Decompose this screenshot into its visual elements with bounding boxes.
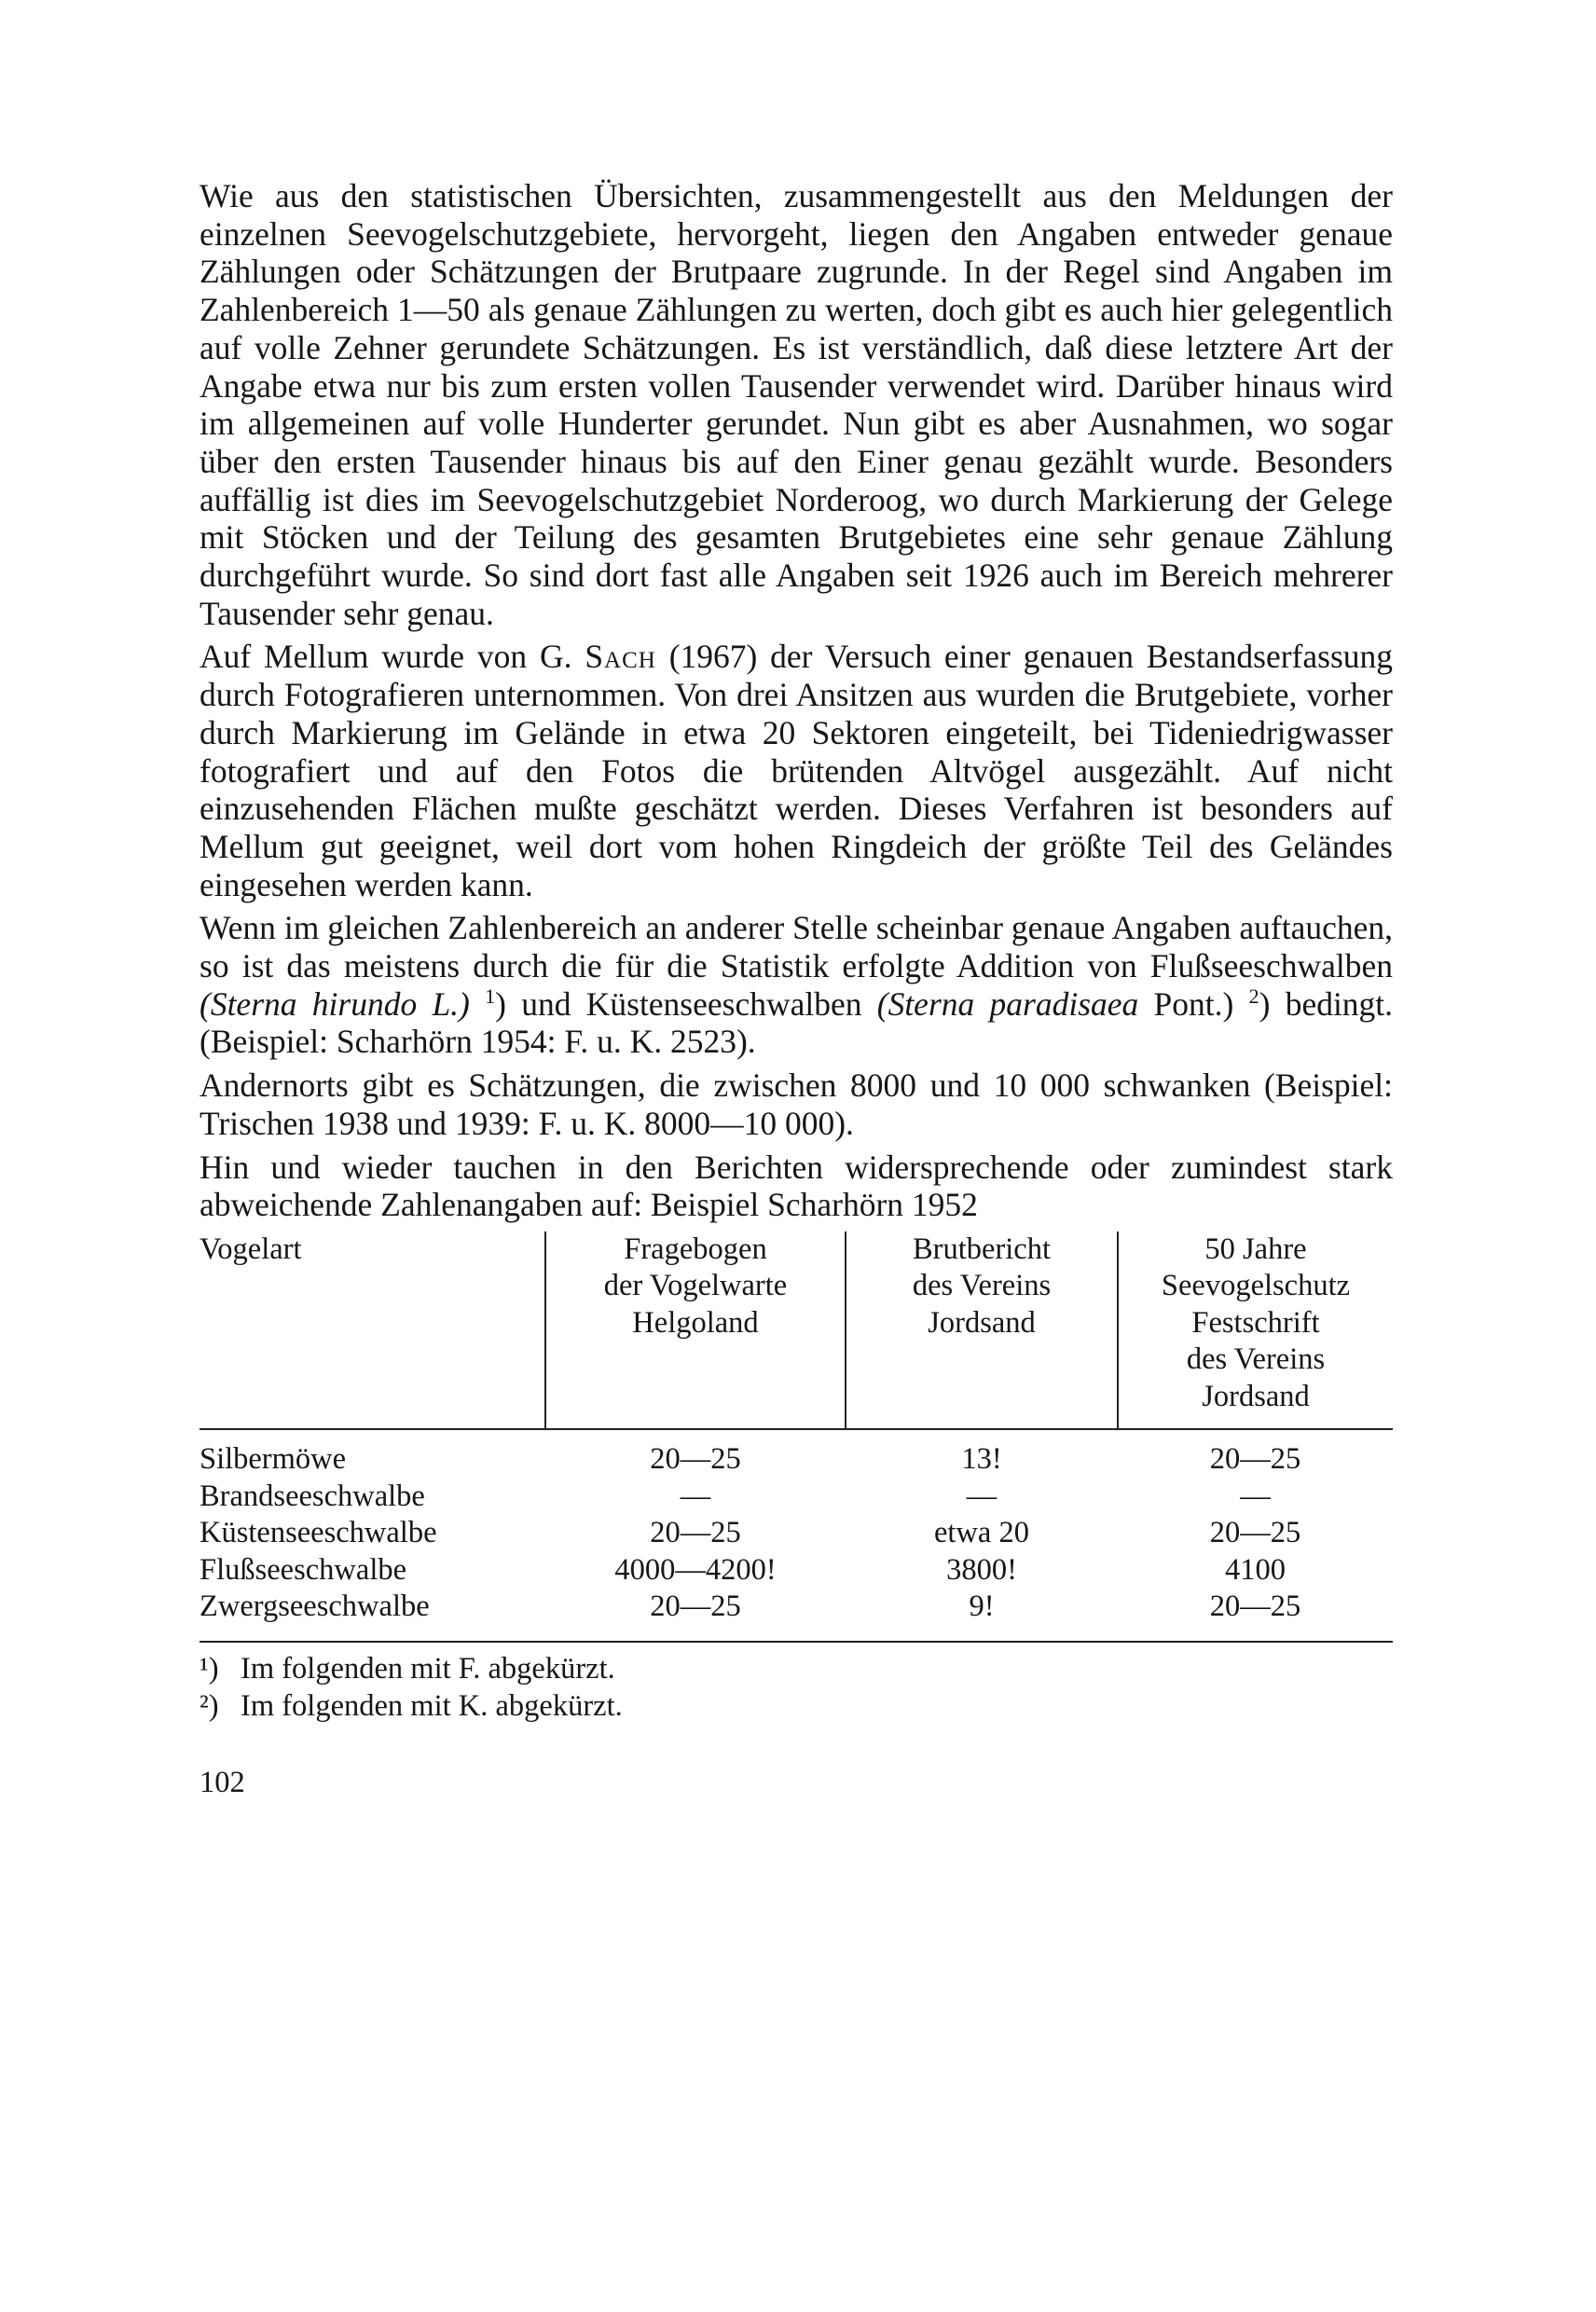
footnote-text: Im folgenden mit F. abgekürzt. [241, 1651, 615, 1686]
header-line: der Vogelwarte [603, 1269, 788, 1303]
footnote-1 [200, 1650, 1393, 1687]
author-name-sach: Sach [585, 638, 656, 676]
species-sterna-hirundo: (Sterna hirundo L.) [200, 984, 470, 1023]
footnote-text: Im folgenden mit K. abgekürzt. [241, 1688, 623, 1723]
table-row [200, 1429, 1393, 1479]
table-row [200, 1479, 1393, 1516]
fragebogen-value: 20—25 [650, 1442, 741, 1477]
footnote-ref-2: 2 [1248, 984, 1259, 1008]
brutbericht-value: etwa 20 [934, 1516, 1029, 1550]
document-page [200, 177, 1393, 1802]
paragraph-2-rest: (1967) der Versuch einer genauen Bestandserfassung durch Fotografieren unternommen. Von drei Ansitzen aus wurden die Brutgebiete, vorher durch Markierung im Gelände in etwa 20 Sektoren eingeteilt, bei Tideniedrigwasser fotografiert und auf den Fotos die brütenden Altvögel ausgezählt. Auf nicht einzusehenden Flächen mußte geschätzt werden. Dieses Verfahren ist besonders auf Mellum gut geeignet, weil dort vom hohen Ringdeich der größte Teil des Geländes eingesehen werden kann. [200, 638, 1394, 903]
species-sterna-paradisaea: (Sterna paradisaea [876, 984, 1139, 1023]
table-row [200, 1552, 1393, 1590]
table-row [200, 1515, 1393, 1552]
species-author: Pont.) [1153, 984, 1234, 1023]
header-line: des Vereins [1186, 1342, 1326, 1377]
paragraph-2 [200, 638, 1393, 903]
species-name: Flußseeschwalbe [200, 1552, 407, 1587]
comparison-table-wrapper [200, 1232, 1393, 1643]
header-line: 50 Jahre [1204, 1232, 1307, 1266]
header-brutbericht [846, 1232, 1118, 1430]
page-number: 102 [200, 1765, 245, 1799]
brutbericht-value: 13! [961, 1442, 1002, 1477]
header-line: Jordsand [1202, 1379, 1310, 1413]
comparison-table [200, 1232, 1393, 1643]
paragraph-3-mid: und Küstenseeschwalben [521, 984, 862, 1023]
fragebogen-value: 20—25 [650, 1516, 741, 1550]
species-name: Zwergseeschwalbe [200, 1590, 430, 1624]
species-name: Silbermöwe [200, 1442, 347, 1477]
footnote-mark: ¹) [200, 1651, 219, 1686]
paragraph-2-start: Auf Mellum wurde von G. [200, 638, 572, 676]
table-header-row [200, 1232, 1393, 1430]
header-fragebogen [545, 1232, 846, 1430]
footnotes [200, 1650, 1393, 1725]
festschrift-value: — [1240, 1479, 1271, 1513]
footnote-2 [200, 1687, 1393, 1725]
festschrift-value: 20—25 [1209, 1590, 1301, 1624]
header-line: Fragebogen [624, 1232, 767, 1266]
festschrift-value: 4100 [1225, 1552, 1286, 1587]
header-vogelart: Vogelart [200, 1232, 302, 1266]
brutbericht-value: 9! [969, 1590, 995, 1624]
header-festschrift [1118, 1232, 1393, 1430]
header-line: Jordsand [928, 1305, 1036, 1340]
festschrift-value: 20—25 [1209, 1442, 1301, 1477]
fragebogen-value: 20—25 [650, 1590, 741, 1624]
species-name: Küstenseeschwalbe [200, 1516, 437, 1550]
paragraph-3-start: Wenn im gleichen Zahlenbereich an anderer Stelle scheinbar genaue Angaben auftauchen, so ist das meistens durch die für die Statistik erfolgte Addition von Flußseeschwalben [200, 909, 1393, 985]
table-row [200, 1589, 1393, 1642]
festschrift-value: 20—25 [1209, 1516, 1301, 1550]
paragraph-3: Wenn im gleichen Zahlenbereich an anderer Stelle scheinbar genaue Angaben auftauchen, so ist das meistens durch die für die Statistik erfolgte Addition von Flußseeschwalben (Sterna hirundo L.) $^1$) und Küstenseeschwalben (Sterna paradisaea Pont.) $^2$) bedingt. (Beispiel: Scharhörn 1954: F. u. K. 2523). [200, 909, 1394, 1061]
species-name: Brandseeschwalbe [200, 1479, 425, 1513]
footnote-mark: ²) [200, 1688, 219, 1723]
footnote-ref-1: 1 [485, 984, 496, 1008]
fragebogen-value: — [680, 1479, 711, 1513]
brutbericht-value: — [966, 1479, 998, 1513]
paragraph-4: Andernorts gibt es Schätzungen, die zwischen 8000 und 10 000 schwanken (Beispiel: Trischen 1938 und 1939: F. u. K. 8000—10 000). [200, 1067, 1393, 1142]
paragraph-5: Hin und wieder tauchen in den Berichten widersprechende oder zumindest stark abweichende Zahlenangaben auf: Beispiel Scharhörn 1952 [200, 1148, 1393, 1224]
header-line: Seevogelschutz [1161, 1269, 1351, 1303]
header-line: Helgoland [632, 1305, 759, 1340]
brutbericht-value: 3800! [946, 1552, 1017, 1587]
header-line: des Vereins [912, 1269, 1052, 1303]
header-line: Brutbericht [912, 1232, 1051, 1266]
fragebogen-value: 4000—4200! [614, 1552, 777, 1587]
paragraph-3-end: bedingt. (Beispiel: Scharhörn 1954: F. u. K. 2523). [200, 984, 1394, 1061]
header-line: Festschrift [1191, 1305, 1320, 1340]
paragraph-1: Wie aus den statistischen Übersichten, zusammengestellt aus den Meldungen der einzelnen Seevogelschutzgebiete, hervorgeht, liegen den Angaben entweder genaue Zählungen oder Schätzungen der Brutpaare zugrunde. In der Regel sind Angaben im Zahlenbereich 1—50 als genaue Zählungen zu werten, doch gibt es auch hier gelegentlich auf volle Zehner gerundete Schätzungen. Es ist verständlich, daß diese letztere Art der Angabe etwa nur bis zum ersten vollen Tausender verwendet wird. Darüber hinaus wird im allgemeinen auf volle Hunderter gerundet. Nun gibt es aber Ausnahmen, wo sogar über den ersten Tausender hinaus bis auf den Einer genau gezählt wurde. Besonders auffällig ist dies im Seevogelschutzgebiet Norderoog, wo durch Markierung der Gelege mit Stöcken und der Teilung des gesamten Brutgebietes eine sehr genaue Zählung durchgeführt wurde. So sind dort fast alle Angaben seit 1926 auch im Bereich mehrerer Tausender sehr genau. [200, 177, 1393, 632]
